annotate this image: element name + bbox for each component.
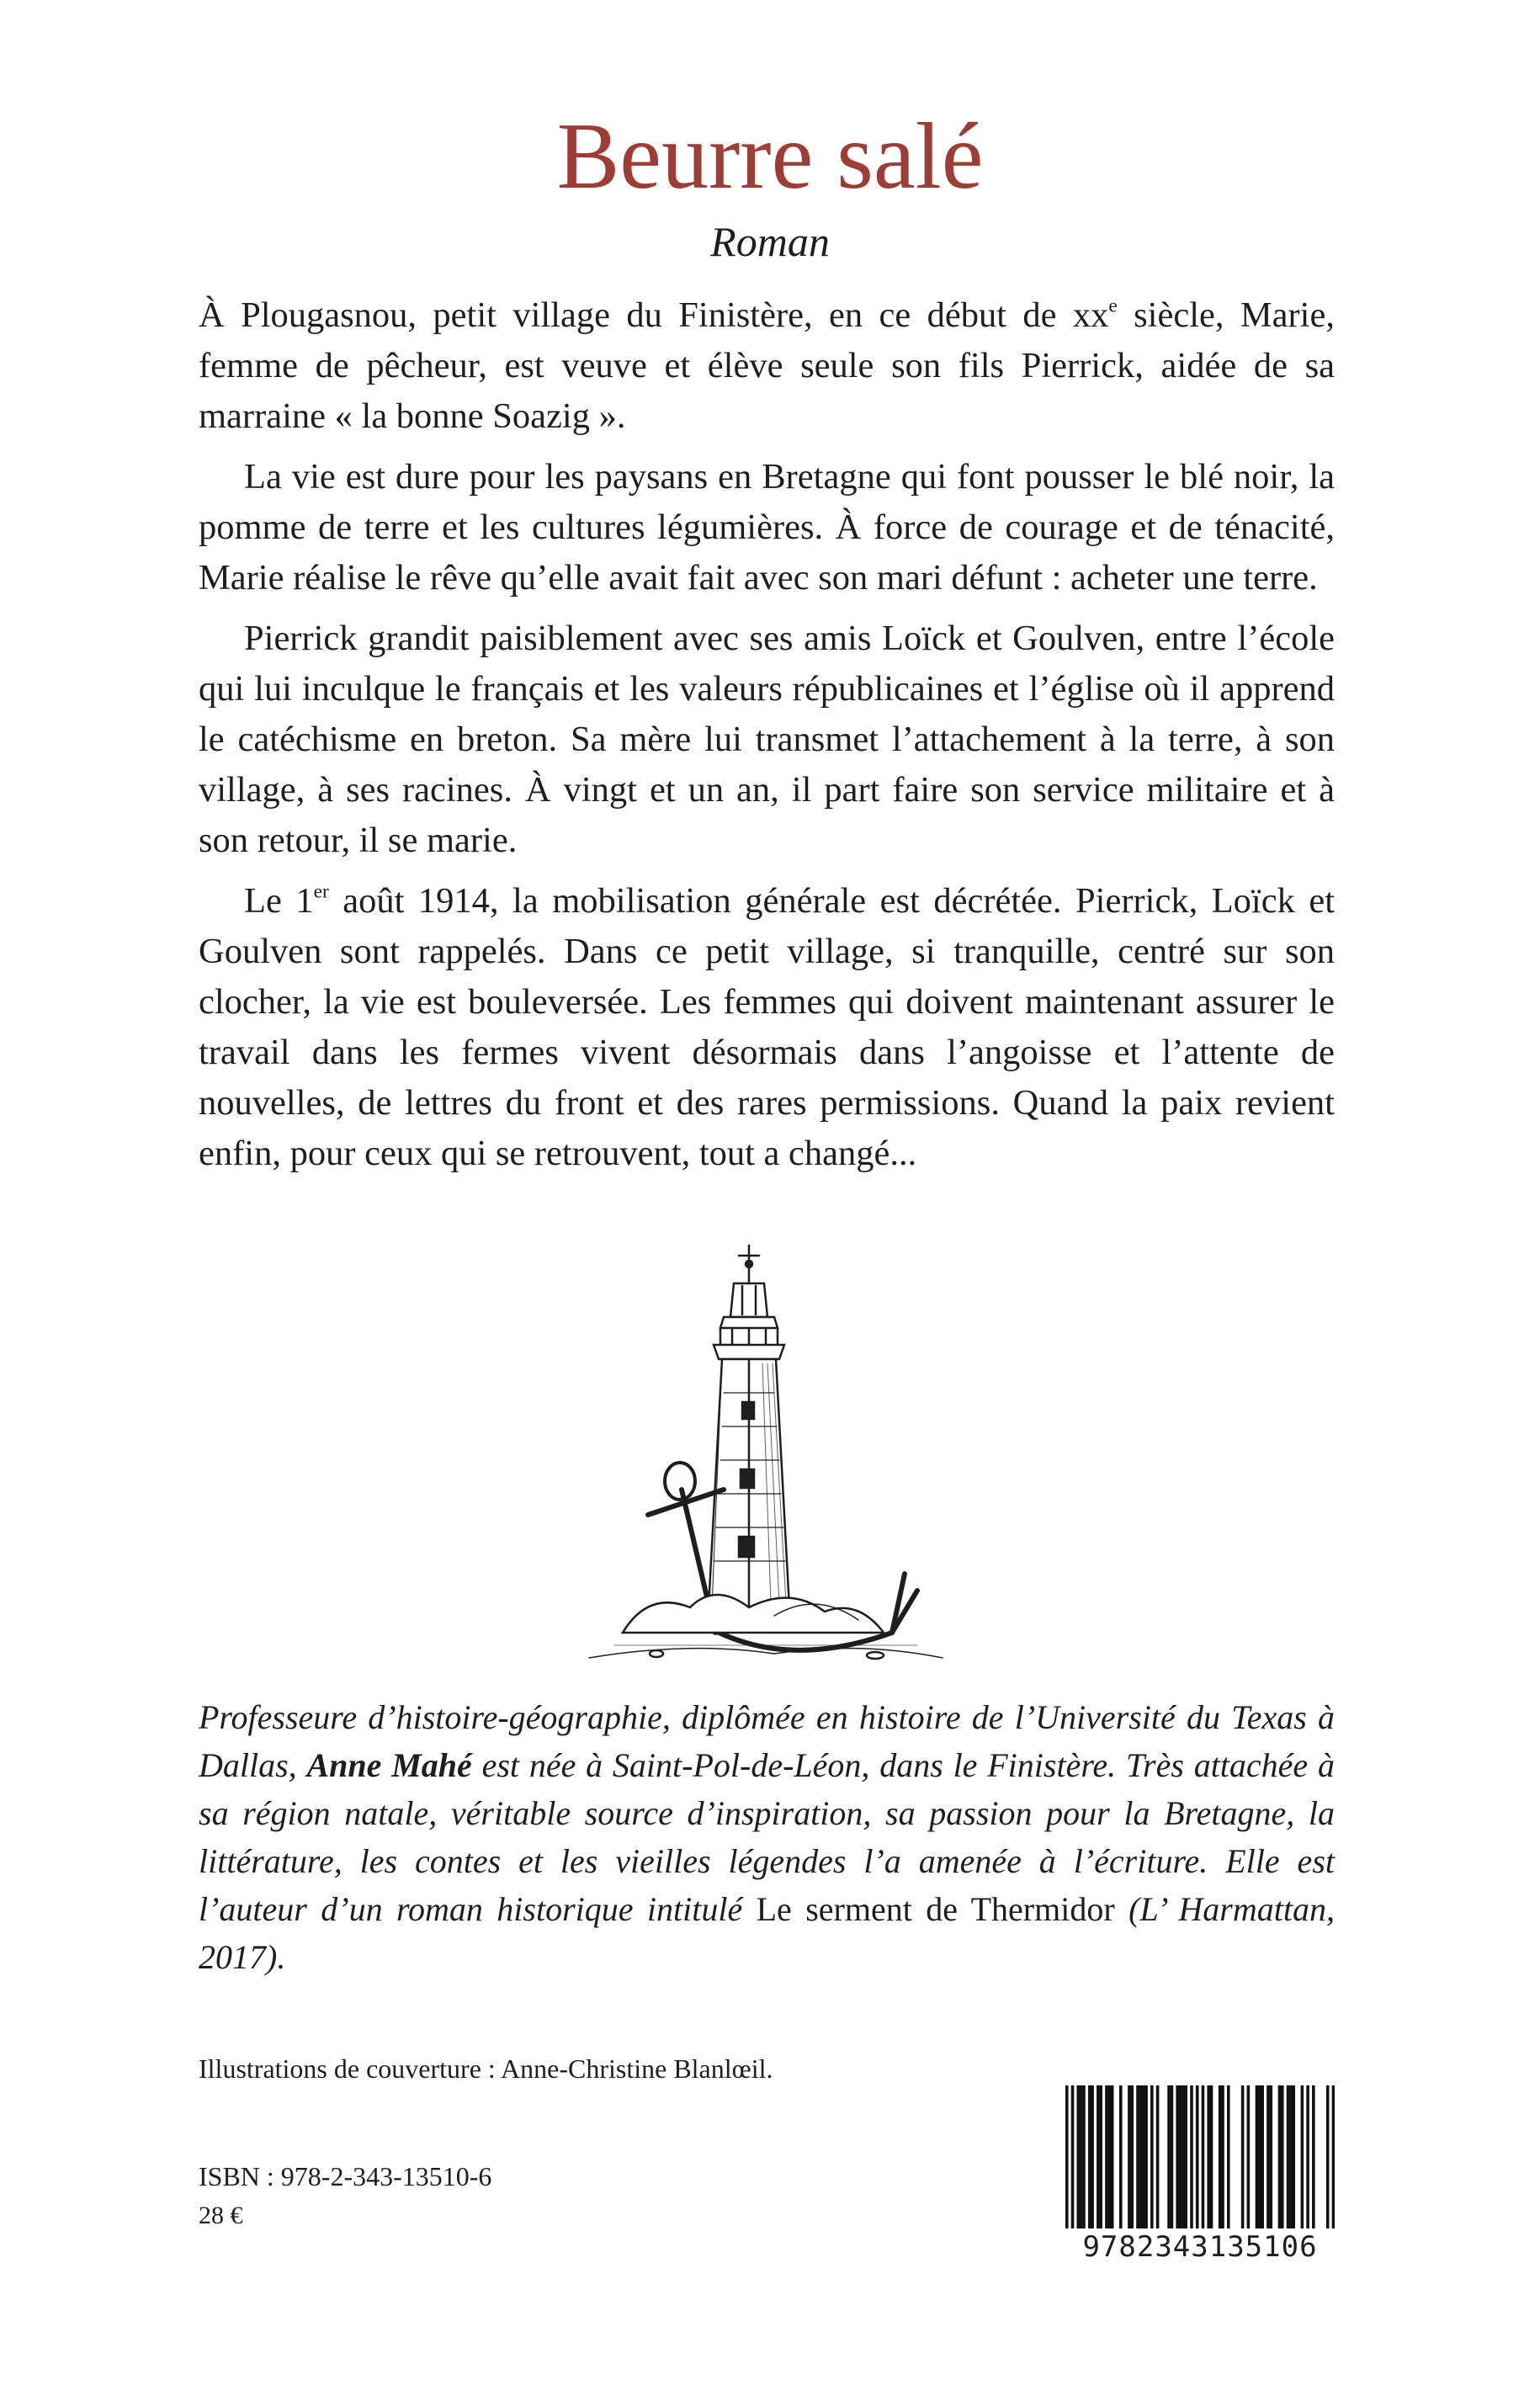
isbn: ISBN : 978-2-343-13510-6 [199,2161,492,2191]
barcode-bar [1202,2085,1205,2228]
barcode-bar [1179,2085,1182,2228]
barcode-bar [1144,2085,1148,2228]
lighthouse-anchor-illustration [522,1237,1010,1675]
synopsis-paragraph-4: Le 1er août 1914, la mobilisation générale est décrétée. Pierrick, Loïck et Goulven sont rappelés. Dans ce petit village, si tranquille, centré sur son clocher, la vie est bouleversée. Les femmes qui doivent maintenant assurer le travail dans les fermes vivent désormais dans l’angoisse et l’attente de nouvelles, de lettres du front et des rares permissions. Quand la paix revient enfin, pour ceux qui se retrouvent, tout a changé... [199,880,1336,1173]
barcode-bar [1306,2085,1309,2228]
price: 28 € [199,2202,243,2229]
barcode-bar [1156,2085,1160,2228]
barcode-bar [1207,2085,1210,2228]
barcode-bar [1332,2085,1335,2228]
barcode-bar [1088,2085,1091,2228]
synopsis-paragraph-1: À Plougasnou, petit village du Finistère, en ce début de $xx^e$ siècle, Marie, femme de pêcheur, est veuve et élève seule son fils Pierrick, aidée de sa marraine « la bonne Soazig ». [199,295,1335,436]
lighthouse-icon [522,1237,1010,1675]
synopsis [199,290,1335,1189]
barcode-bar [1065,2085,1069,2228]
barcode-bar [1150,2085,1154,2228]
barcode-bar [1267,2085,1270,2228]
barcode-bar [1136,2085,1139,2228]
barcode-bar [1176,2085,1179,2228]
barcode-bar [1119,2085,1123,2228]
barcode-bar [1111,2085,1114,2228]
book-genre: Roman [710,218,830,265]
barcode-bar [1071,2085,1075,2228]
barcode-bar [1292,2085,1295,2228]
barcode-bar [1139,2085,1143,2228]
barcode-bar [1196,2085,1199,2228]
barcode-bar [1312,2085,1315,2228]
barcode-bar [1219,2085,1222,2228]
barcode-bar [1301,2085,1304,2228]
barcode-bar [1091,2085,1094,2228]
barcode-bar [1080,2085,1083,2228]
barcode-bar [1190,2085,1193,2228]
barcode-bar [1128,2085,1131,2228]
author-name: Anne Mahé [306,1746,472,1784]
author-biography: Professeure d’histoire-géographie, diplômée en histoire de l’Université du Texas à Dallas, Anne Mahé est née à Saint-Pol-de-Léon, dans le Finistère. Très attachée à sa région natale, véritable source d’inspiration, sa passion pour la Bretagne, la littérature, les contes et les vieilles légendes l’a amenée à l’écriture. Elle est l’auteur d’un roman historique intitulé Le serment de Thermidor (L’ Harmattan, 2017). [199,1698,1335,1976]
barcode-bar [1082,2085,1086,2228]
barcode-bar [1210,2085,1213,2228]
barcode-bar [1289,2085,1293,2228]
barcode-bar [1108,2085,1112,2228]
barcode-bars [1065,2085,1335,2233]
barcode-bar [1130,2085,1134,2228]
previous-book-title: Le serment de Thermidor [756,1890,1115,1928]
barcode-digits: 9782343135106 [1082,2230,1318,2264]
barcode-bar [1167,2085,1171,2228]
synopsis-paragraph-2: La vie est dure pour les paysans en Bretagne qui font pousser le blé noir, la pomme de terre et les cultures légumières. À force de courage et de ténacité, Marie réalise le rêve qu’elle avait fait avec son mari défunt : acheter une terre. [199,457,1335,598]
barcode-bar [1281,2085,1284,2228]
barcode-bar [1184,2085,1187,2228]
barcode-bar [1142,2085,1145,2228]
barcode-bar [1258,2085,1261,2228]
barcode-bar [1287,2085,1290,2228]
barcode-bar [1182,2085,1185,2228]
barcode-bar [1221,2085,1224,2228]
barcode-bar [1261,2085,1264,2228]
barcode-bar [1227,2085,1230,2228]
barcode-bar [1171,2085,1174,2228]
synopsis-paragraph-3: Pierrick grandit paisiblement avec ses amis Loïck et Goulven, entre l’école qui lui inculque le français et les valeurs républicaines et l’église où il apprend le catéchisme en breton. Sa mère lui transmet l’attachement à la terre, à son village, à ses racines. À vingt et un an, il part faire son service militaire et à son retour, il se marie. [199,619,1335,860]
barcode-bar [1256,2085,1259,2228]
barcode-bar [1105,2085,1108,2228]
illustration-credits: Illustrations de couverture : Anne-Christine Blanlœil. [199,2053,773,2084]
barcode-bar [1326,2085,1330,2228]
barcode [1065,2085,1335,2264]
book-title: Beurre salé [556,104,984,209]
barcode-bar [1099,2085,1102,2228]
barcode-bar [1076,2085,1080,2228]
barcode-bar [1247,2085,1251,2228]
barcode-bar [1270,2085,1273,2228]
barcode-bar [1097,2085,1100,2228]
barcode-bar [1241,2085,1245,2228]
barcode-bar [1278,2085,1282,2228]
